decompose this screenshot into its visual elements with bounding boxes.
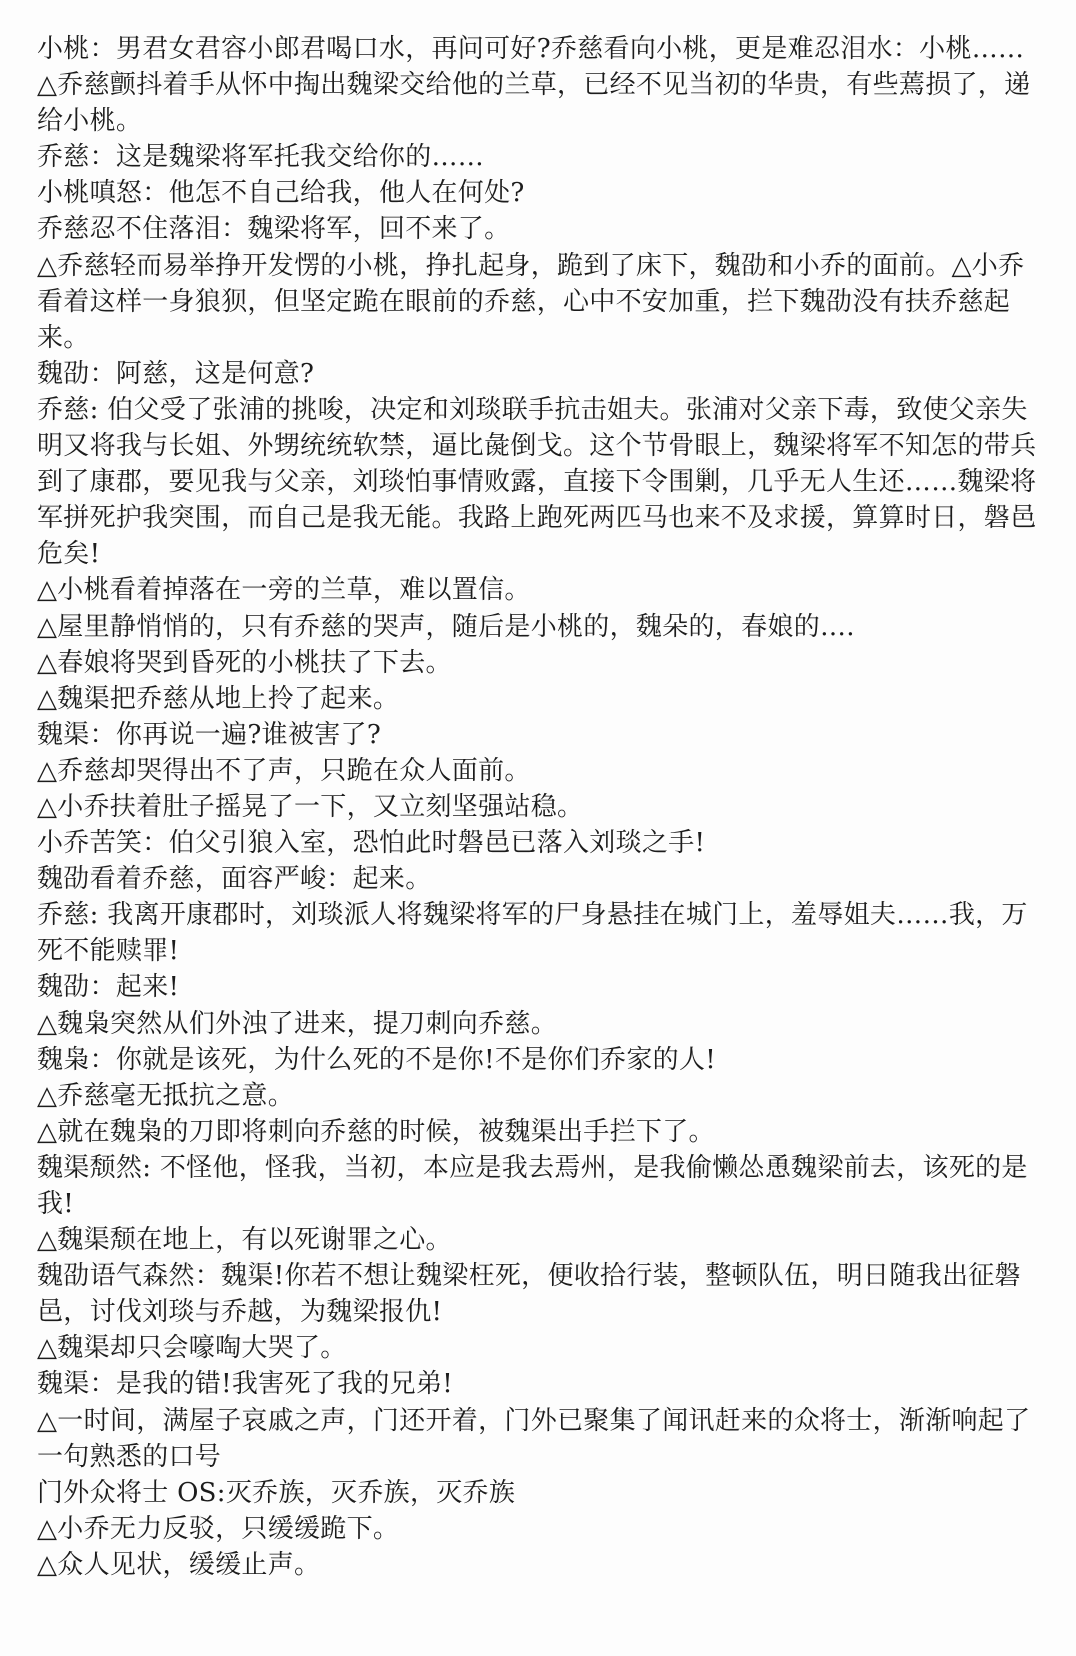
script-line-4: 乔慈忍不住落泪：魏梁将军，回不来了。 xyxy=(37,214,511,245)
stage-direction-3: △小桃看着掉落在一旁的兰草，难以置信。 xyxy=(37,575,531,606)
stage-direction-2: △乔慈轻而易举挣开发愣的小桃，挣扎起身，跪到了床下，魏劭和小乔的面前。△小乔看着这样一身狼狈，但坚定跪在眼前的乔慈，心中不安加重，拦下魏劭没有扶乔慈起来。 xyxy=(37,250,1025,353)
script-line-12: 魏枭：你就是该死，为什么死的不是你!不是你们乔家的人! xyxy=(37,1044,716,1075)
script-line-13: 魏渠颓然: 不怪他，怪我，当初，本应是我去焉州，是我偷懒怂恿魏梁前去，该死的是我! xyxy=(37,1152,1028,1219)
stage-direction-12: △魏渠颓在地上，有以死谢罪之心。 xyxy=(37,1225,452,1256)
script-line-3: 小桃嗔怒：他怎不自己给我，他人在何处? xyxy=(37,178,525,209)
stage-direction-6: △魏渠把乔慈从地上拎了起来。 xyxy=(37,683,400,714)
stage-direction-15: △小乔无力反驳，只缓缓跪下。 xyxy=(37,1513,400,1544)
script-line-5: 魏劭：阿慈，这是何意? xyxy=(37,358,315,389)
stage-direction-13: △魏渠却只会嚎啕大哭了。 xyxy=(37,1333,347,1364)
script-line-16: 门外众将士 OS:灭乔族，灭乔族，灭乔族 xyxy=(37,1477,516,1508)
stage-direction-1: △乔慈颤抖着手从怀中掏出魏梁交给他的兰草，已经不见当初的华贵，有些蔫损了，递给小桃。 xyxy=(37,70,1031,137)
script-line-6: 乔慈: 伯父受了张浦的挑唆，决定和刘琰联手抗击姐夫。张浦对父亲下毒，致使父亲失明又将我与长姐、外甥统统软禁，逼比彘倒戈。这个节骨眼上，魏梁将军不知怎的带兵到了康郡，要见我与父亲，刘琰怕事情败露，直接下令围剿，几乎无人生还……魏梁将军拼死护我突围，而自己是我无能。我路上跑死两匹马也来不及求援，算算时日，磐邑危矣! xyxy=(37,394,1037,570)
script-line-8: 小乔苦笑：伯父引狼入室，恐怕此时磐邑已落入刘琰之手! xyxy=(37,828,706,859)
stage-direction-10: △乔慈毫无抵抗之意。 xyxy=(37,1080,294,1111)
script-line-9: 魏劭看着乔慈，面容严峻：起来。 xyxy=(37,864,432,895)
stage-direction-7: △乔慈却哭得出不了声，只跪在众人面前。 xyxy=(37,755,531,786)
script-line-11: 魏劭：起来! xyxy=(37,972,180,1003)
script-body xyxy=(37,31,1037,1583)
stage-direction-16: △众人见状，缓缓止声。 xyxy=(37,1549,321,1580)
stage-direction-14: △一时间，满屋子哀戚之声，门还开着，门外已聚集了闻讯赶来的众将士，渐渐响起了一句熟悉的口号 xyxy=(37,1405,1031,1472)
script-line-2: 乔慈：这是魏梁将军托我交给你的…… xyxy=(37,142,485,173)
stage-direction-8: △小乔扶着肚子摇晃了一下，又立刻坚强站稳。 xyxy=(37,791,584,822)
script-line-10: 乔慈: 我离开康郡时，刘琰派人将魏梁将军的尸身悬挂在城门上，羞辱姐夫……我，万死不能赎罪! xyxy=(37,900,1028,967)
stage-direction-4: △屋里静悄悄的，只有乔慈的哭声，随后是小桃的，魏朵的，春娘的…. xyxy=(37,611,855,642)
script-line-1: 小桃：男君女君容小郎君喝口水，再问可好?乔慈看向小桃，更是难忍泪水：小桃…… xyxy=(37,34,1025,64)
script-line-15: 魏渠：是我的错!我害死了我的兄弟! xyxy=(37,1369,453,1400)
stage-direction-11: △就在魏枭的刀即将刺向乔慈的时候，被魏渠出手拦下了。 xyxy=(37,1116,715,1147)
script-line-14: 魏劭语气森然：魏渠!你若不想让魏梁枉死，便收拾行装，整顿队伍，明日随我出征磐邑，讨伐刘琰与乔越，为魏梁报仇! xyxy=(37,1261,1021,1328)
stage-direction-5: △春娘将哭到昏死的小桃扶了下去。 xyxy=(37,647,452,678)
stage-direction-9: △魏枭突然从们外浊了进来，提刀刺向乔慈。 xyxy=(37,1008,557,1039)
script-line-7: 魏渠：你再说一遍?谁被害了? xyxy=(37,719,382,750)
